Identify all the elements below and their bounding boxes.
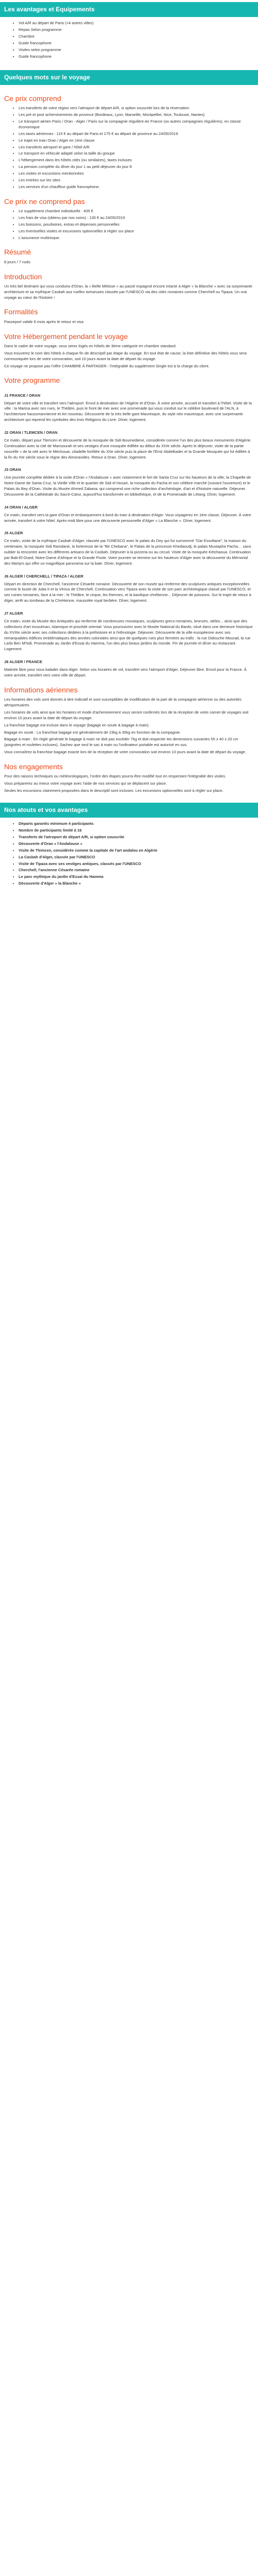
list-item: • Le parc mythique du jardin d'Essai du Hamma <box>19 874 254 880</box>
band-title: Les avantages et Equipements <box>4 6 95 13</box>
voyage-section <box>0 85 258 798</box>
list-item: • Le supplément chambre individuelle : 405 € <box>19 209 254 214</box>
day-block <box>4 393 254 423</box>
list-item: • Les entrées sur les sites <box>19 178 254 183</box>
prix-comprend-list <box>4 106 254 190</box>
day-title: J5 ALGER <box>4 531 23 536</box>
introduction-title: Introduction <box>4 272 42 281</box>
day-block <box>4 574 254 604</box>
list-item: • Nombre de participants limité à 16 <box>19 828 254 834</box>
list-item: • Cherchell, l'ancienne Césarée romaine <box>19 868 254 873</box>
introduction-text: Un très bel itinéraire qui vous conduira d'Oran, la « Belle Métisse » au passé espagnol encore intacte à Alger « la Blanche » avec sa surprenante architecture et sa mythique Casbah aux ruelles tortueuses classée par l'UNESCO via des cités romaines comme Cherchell ou Tipaza. Un vrai voyage au cœur de l'histoire ! <box>4 283 252 300</box>
infos-aeriennes-p2: Les horaires de vols ainsi que les horaires et mode d'acheminement vous seront confirmés lors de la réception de votre carnet de voyages soit environ 10 jours avant la date de départ du voyage. <box>4 709 249 720</box>
list-item: • Visite de Tipaza avec ses vestiges antiques, classés par l'UNESCO <box>19 861 254 867</box>
day-text: Ce matin, départ pour Tlemcen et découverte de la mosquée de Sidi Boumediene, considérée comme l'un des plus beaux monuments d'Algérie. Continuation avec la cité de Mansourah et ses vestiges d'une mosquée édifiée au début du XIVe siècle. Après le déjeuner, visite de la partie nouvelle « de la cité avec le Méchouar, citadelle fortifiée du XIIe siècle puis la place de l'Émir Abdelkader et la Grande Mosquée qui fut édifiée à la fin du XIe siècle sous le règne des Almoravides. Retour à Oran. Dîner, logement. <box>4 437 252 460</box>
day-block <box>4 467 254 497</box>
band-voyage <box>0 70 258 85</box>
day-block <box>4 430 254 460</box>
infos-aeriennes-p5: Bagage à main : En règle générale le bagage à main ne doit pas excéder 7kg et doit respecter les dimensions suivantes 55 x 40 x 20 cm (poignées et roulettes incluses). Sachez que seul le sac à main ou l'ordinateur portable est autorisé en sus. <box>4 737 238 748</box>
engagements-p2: Vous préparerez au mieux votre voyage avec l'aide de nos services qui se déplacent sur place. <box>4 781 167 786</box>
infos-aeriennes-p6: Vous connaîtrez la franchise bagage exacte lors de la réception de votre convocation soit environ 10 jours avant la date de départ du voyage. <box>4 750 247 755</box>
list-item: • Découverte d'Alger « la Blanche » <box>19 881 254 887</box>
list-item: • Chambre <box>19 34 254 40</box>
list-item: • Le trajet en train Oran / Alger en 1ère classe <box>19 138 254 144</box>
hebergement-p1: Dans le cadre de votre voyage, vous serez logés en hôtels de 3ème catégorie en chambre standard. <box>4 343 176 348</box>
list-item: • Les pré et post acheminements de province (Bordeaux, Lyon, Marseille, Montpellier, Nice, Toulouse, Nantes) <box>19 112 254 118</box>
list-item: • Les transferts de votre région vers l'aéroport de départ A/R, si option souscrite lors de la réservation <box>19 106 254 111</box>
list-item: • Les services d'un chauffeur guide francophone. <box>19 184 254 190</box>
day-title: J2 ORAN / TLEMCEN / ORAN <box>4 430 58 435</box>
prix-comprend-title: Ce prix comprend <box>4 94 61 103</box>
day-block <box>4 659 254 679</box>
hebergement-title: Votre Hébergement pendant le voyage <box>4 332 128 341</box>
day-title: J3 ORAN <box>4 467 21 472</box>
list-item: • Guide francophone <box>19 54 254 60</box>
day-title: J7 ALGER <box>4 611 23 616</box>
day-text: Ce matin, visite de la mythique Casbah d'Alger, classée par l'UNESCO avec le palais du Dey qui fut surnommé "Dar Essoltane", la maison du centenaire, la mosquée Sidi Ramdane, la forteresse de la "Bir Chebana", le Palais de la princesse Khedaoudj, le palais Mustapha Pacha… sans oublier la rencontre avec les différents artisans de la Casbah. Déjeuner à la pizzeria ou au circuit. Visite de la mosquée Ketchaoua. Continuation par Bab-El-Oued, Notre-Dame d'Afrique et la Grande Poste. Votre journée se termine sur les hauteurs d'Alger avec la découverte du Mémorial des Martyrs qui offre un magnifique panorama sur la baie. Dîner, logement. <box>4 538 251 566</box>
day-block <box>4 531 254 566</box>
day-title: J6 ALGER / CHERCHELL / TIPAZA / ALGER <box>4 573 84 579</box>
equipements-section <box>0 17 258 64</box>
resume-title: Résumé <box>4 248 31 257</box>
prix-ne-comprend-title: Ce prix ne comprend pas <box>4 197 85 206</box>
formalites-text: Passeport valide 6 mois après le retour et visa <box>4 319 84 324</box>
list-item: • Les frais de visa (obtenu par nos soins) : 130 € au 24/05/2019 <box>19 215 254 221</box>
infos-aeriennes-p1: Les horaires des vols sont donnés à titre indicatif et sont susceptibles de modification de la part de la compagnie aérienne ou des autorités aéroportuaires. <box>4 697 241 708</box>
infos-aeriennes-title: Informations aériennes <box>4 685 78 694</box>
list-item: • Visites selon programme <box>19 47 254 53</box>
list-item: • Le transport en véhicule adapté selon la taille du groupe <box>19 151 254 157</box>
resume-text: 8 jours / 7 nuits <box>4 259 30 264</box>
band-title: Nos atouts et vos avantages <box>4 806 88 814</box>
day-text: Départ en direction de Cherchell, l'ancienne Césarée romaine. Découverte de son musée qui renferme des sculptures antiques exceptionnelles comme le buste de Juba II et la Vénus de Cherchell. Continuation vers Tipaza avec la visite de son parc archéologique classé par l'UNESCO, et ses ruines romaines, face à la mer : le Théâtre, le cirque, les thermes, et la basilique chrétienne... Déjeuner de poissons. Sur le trajet de retour à Alger, arrêt au tombeau de la Chrétienne, mausolée royal berbère. Dîner, logement. <box>4 581 251 603</box>
day-title: J1 FRANCE / ORAN <box>4 393 41 398</box>
equipements-list <box>4 21 254 59</box>
prix-ne-comprend-list <box>4 209 254 241</box>
infos-aeriennes-p4: Bagage en soute : La franchise bagage est généralement de 23kg à 30kg en fonction de la compagnie. <box>4 730 181 735</box>
list-item: • Les transferts aéroport et gare / hôtel A/R <box>19 145 254 150</box>
programme-title: Votre programme <box>4 376 60 385</box>
list-item: • Visite de Tlemcen, considérée comme la capitale de l'art andalou en Algérie <box>19 848 254 854</box>
formalites-title: Formalités <box>4 308 38 316</box>
hebergement-p2: Vous trouverez le nom des hôtels à chaque fin de descriptif par étape du voyage. En tout état de cause, la liste définitive des hôtels vous sera communiquée lors de votre convocation, soit 10 jours avant la date de départ du voyage. <box>4 350 247 361</box>
list-item: • Transferts de l'aéroport de départ A/R, si option souscrite <box>19 835 254 840</box>
engagements-p1: Pour des raisons techniques ou météorologiques, l'ordre des étapes pourra être modifié tout en respectant l'intégralité des visites. <box>4 774 227 779</box>
day-text: Ce matin, visite du Musée des Antiquités qui renferme de nombreuses mosaïques, sculptures grecs-romaines, bronzes, stèles... ainsi que des collections d'art musulman, islamique et procède oriental. Vous poursuivrez avec le Musée National du Bardo, situé dans une demeure historique du XVIIIe siècle avec ses collections dédiées à la préhistoire et à l'ethnologie. Déjeuner. Découverte de la ville européenne avec ses remarquables édifices emblématiques des années coloniales ainsi que de quelques rues plus fermées au trafic : la rue Didouche Mourad, la rue Larbi Ben M'hidi. Promenade au Jardin d'Essai du Hamma, l'un des plus beaux jardins du monde. Fin de journée et dîner au restaurant. Logement. <box>4 618 253 652</box>
list-item: • L'assurance multirisque. <box>19 235 254 241</box>
infos-aeriennes-p3: La franchise bagage est incluse dans le voyage (bagage en soute & bagage à main). <box>4 722 150 727</box>
band-atouts <box>0 803 258 818</box>
list-item: • La pension complète du dîner du jour 1 au petit déjeuner du jour 8 <box>19 164 254 170</box>
day-text: Matinée libre pour vous balader dans Alger. Selon vos horaires de vol, transfert vers l'aéroport d'Alger. Déjeuner libre. Envol pour la France. À votre arrivée, transfert vers votre ville de départ. <box>4 667 247 677</box>
day-title: J4 ORAN / ALGER <box>4 504 38 510</box>
day-text: Ce matin, transfert vers la gare d'Oran et embarquement à bord du train à destination d'Alger. Vous voyagerez en 1ère classe. Déjeuner. À votre arrivée, transfert à votre hôtel. Après-midi libre pour une découverte personnelle d'Alger « La Blanche ». Dîner, logement. <box>4 512 251 523</box>
engagements-title: Nos engagements <box>4 762 63 771</box>
atouts-list <box>4 821 254 887</box>
list-item: • Les éventuelles visites et excursions optionnelles à régler sur place <box>19 229 254 234</box>
band-title: Quelques mots sur le voyage <box>4 73 90 81</box>
day-text: Une journée complète dédiée à la visite d'Oran « l'Andalouse » avec notamment le fort de Santa Cruz sur les hauteurs de la ville, la Chapelle de Notre-Dame de Santa Cruz, la Vieille Ville et le quartier de Sidi el Houari, la mosquée du Pacha et son célèbre marché (suivant l'ouverture) et le Palais du Bey d'Oran. Visite du Musée Ahmed Zabana, qui comprend une riche collection d'archéologie, d'art et d'histoire naturelle. Déjeuner. Découverte de la Cathédrale du Sacré-Cœur, aujourd'hui transformée en bibliothèque, et de la Promenade de Létang. Dîner, logement. <box>4 475 251 497</box>
list-item: • Départs garantis minimum 4 participants <box>19 821 254 827</box>
list-item: • Les boissons, pourboires, extras et dépenses personnelles <box>19 222 254 228</box>
list-item: • Les visites et excursions mentionnées <box>19 171 254 177</box>
list-item: • Guide francophone <box>19 41 254 46</box>
list-item: • Vol A/R au départ de Paris (+4 autres villes) <box>19 21 254 26</box>
list-item: • Le transport aérien Paris / Oran - Alger / Paris sur la compagnie régulière Air France (ou autres compagnies régulières), en classe économique <box>19 119 254 130</box>
list-item: • Les taxes aériennes : 115 € au départ de Paris et 175 € au départ de province au 24/05/2019 <box>19 131 254 137</box>
band-avantages <box>0 2 258 17</box>
list-item: • La Casbah d'Alger, classée par l'UNESCO <box>19 855 254 860</box>
day-text: Départ de votre ville et transfert vers l'aéroport. Envol à destination de l'Algérie et d'Oran. À votre arrivée, accueil et transfert à l'hôtel. Visite de la ville : la Marina avec ses rues, le Théâtre, puis le front de mer avec une promenade qui vous conduit sur le célèbre boulevard de l'ALN, à l'architecture haussmannienne et Art nouveau. Découverte de la très belle gare Mauresque, du style néo mauresque, avec une surprenante architecture qui reprend les symboles des trois Religions du Livre. Dîner, logement. <box>4 400 252 422</box>
day-block <box>4 505 254 524</box>
day-title: J8 ALGER / FRANCE <box>4 659 42 665</box>
engagements-p3: Seules les excursions clairement proposées dans le descriptif sont incluses. Les excursions optionnelles sont à régler sur place. <box>4 788 223 793</box>
list-item: • L'hébergement dans les hôtels cités (ou similaires), taxes incluses <box>19 158 254 163</box>
list-item: • Repas Selon programme <box>19 27 254 33</box>
hebergement-p3: Ce voyage ne propose pas l'offre CHAMBRE À PARTAGER : l'intégralité du supplément Single est à la charge du client. <box>4 363 209 368</box>
list-item: • Découverte d'Oran « l'Andalouse » <box>19 841 254 847</box>
day-block <box>4 611 254 652</box>
atouts-section <box>0 818 258 892</box>
